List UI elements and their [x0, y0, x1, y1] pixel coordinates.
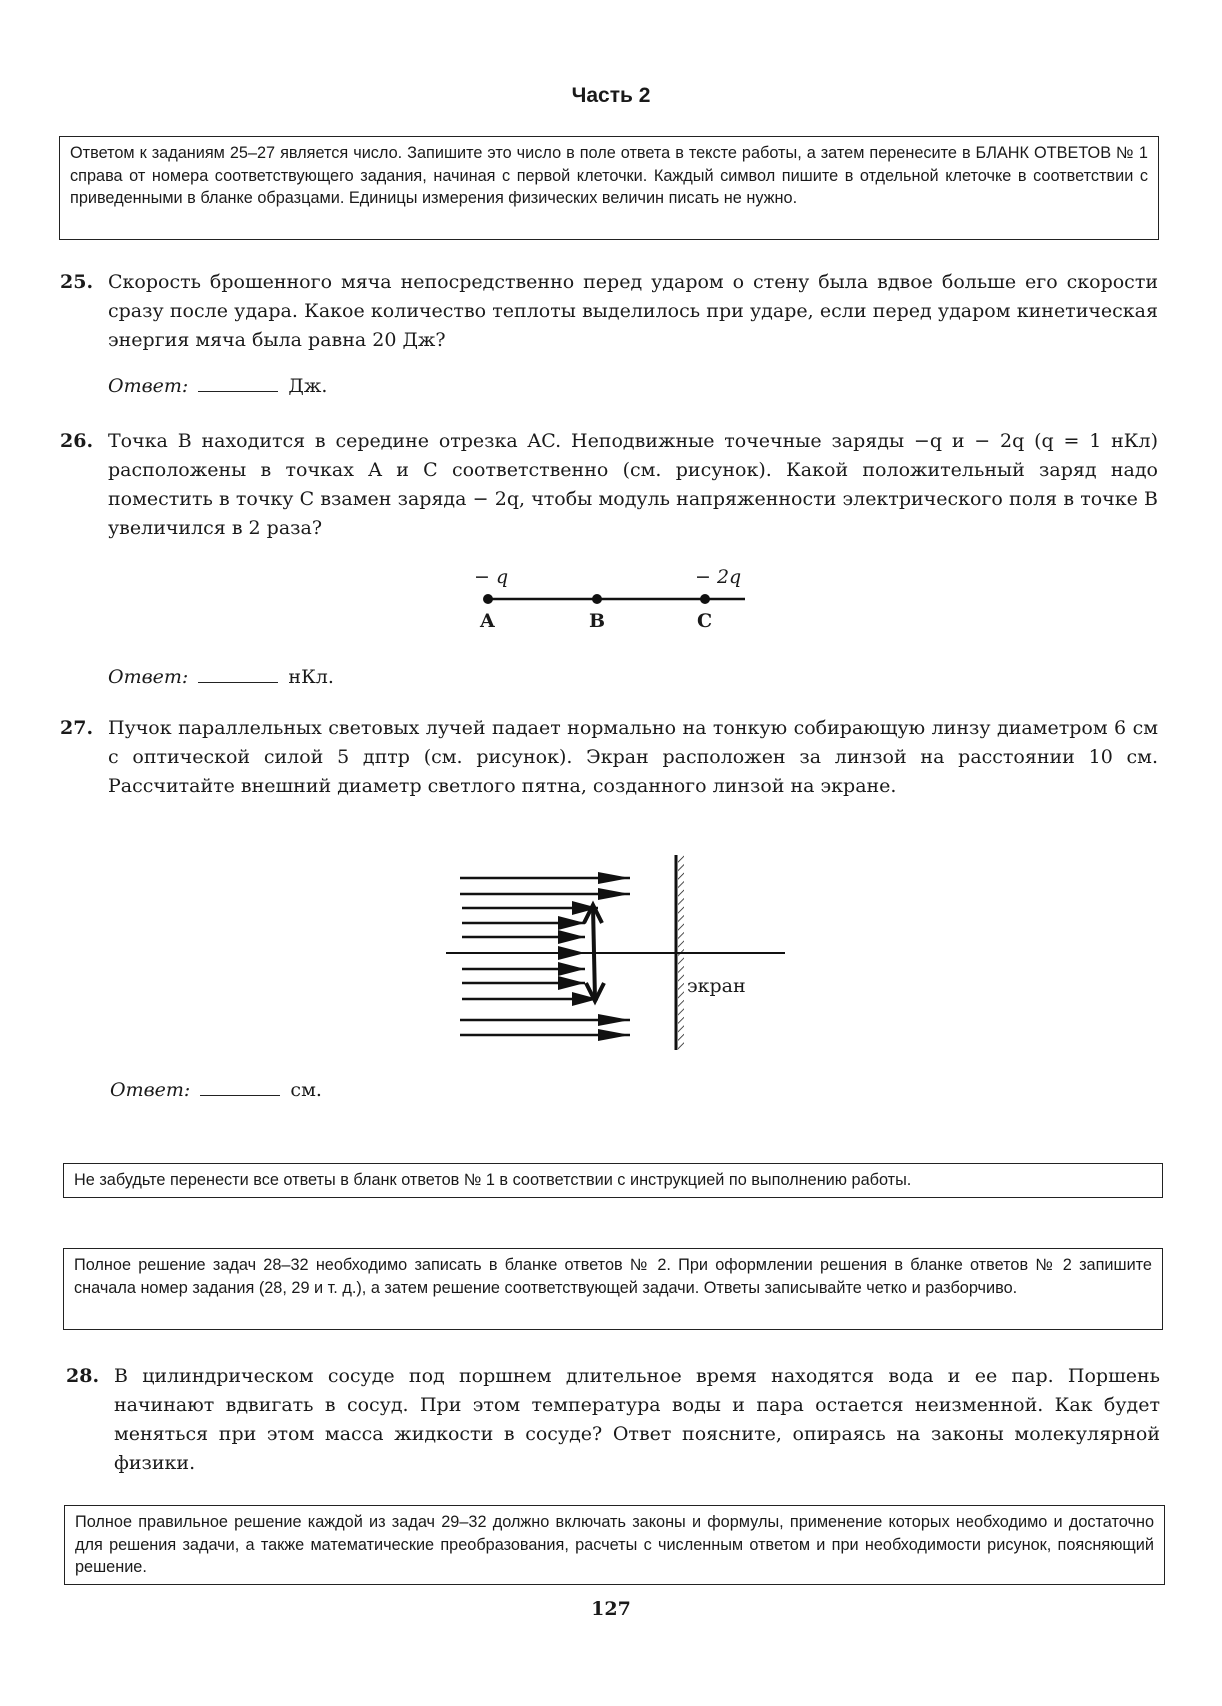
- task-27: [60, 714, 1158, 801]
- instructions-box-28-32: [63, 1248, 1163, 1330]
- charges-figure: [470, 560, 760, 640]
- answer-label: Ответ:: [110, 1079, 191, 1101]
- answer-unit: см.: [290, 1079, 322, 1101]
- answer-unit: нКл.: [288, 666, 334, 688]
- screen-label: экран: [687, 975, 746, 997]
- task-text: Скорость брошенного мяча непосредственно перед ударом о стену была вдвое больше его скорости сразу после удара. Какое количество теплоты выделилось при ударе, если перед ударом кинетическая энергия мяча была равна 20 Дж?: [108, 271, 1158, 351]
- instructions-text: Полное решение задач 28–32 необходимо записать в бланке ответов № 2. При оформлении решения в бланке ответов № 2 запишите сначала номер задания (28, 29 и т. д.), а затем решение соответствующей задачи. Ответы записывайте четко и разборчиво.: [74, 1256, 1152, 1297]
- instructions-box-29-32: [64, 1505, 1165, 1585]
- answer-25: [108, 373, 327, 397]
- lens-ray-diagram: [440, 845, 790, 1055]
- reminder-text: Не забудьте перенести все ответы в бланк ответов № 1 в соответствии с инструкцией по выполнению работы.: [74, 1171, 912, 1189]
- charge-a-label: − q: [474, 566, 509, 588]
- page-number: 127: [591, 1598, 631, 1620]
- task-25: [60, 268, 1158, 355]
- task-number: 28.: [66, 1365, 100, 1387]
- answer-26: [108, 664, 334, 688]
- task-text: В цилиндрическом сосуде под поршнем длительное время находятся вода и ее пар. Поршень начинают вдвигать в сосуд. При этом температура воды и пара остается неизменной. Как будет меняться при этом масса жидкости в сосуде? Ответ поясните, опираясь на законы молекулярной физики.: [114, 1365, 1160, 1474]
- lens-figure: [440, 845, 790, 1055]
- answer-field[interactable]: [198, 664, 278, 683]
- answer-label: Ответ:: [108, 666, 189, 688]
- instructions-box-25-27: [59, 136, 1159, 240]
- answer-field[interactable]: [198, 373, 278, 392]
- task-26: [60, 427, 1158, 543]
- point-a-label: A: [480, 610, 495, 632]
- task-number: 26.: [60, 430, 94, 452]
- answer-27: [110, 1077, 322, 1101]
- part-title: Часть 2: [571, 84, 651, 107]
- answer-label: Ответ:: [108, 375, 189, 397]
- reminder-box: [63, 1163, 1163, 1198]
- answer-unit: Дж.: [288, 375, 328, 397]
- task-text: Точка B находится в середине отрезка AC. Неподвижные точечные заряды −q и − 2q (q = 1 нКл) расположены в точках A и C соответственно (см. рисунок). Какой положительный заряд надо поместить в точку C взамен заряда − 2q, чтобы модуль напряженности электрического поля в точке B увеличился в 2 раза?: [108, 430, 1158, 539]
- charge-c-label: − 2q: [695, 566, 742, 588]
- instructions-text: Ответом к заданиям 25–27 является число. Запишите это число в поле ответа в тексте работы, а затем перенесите в БЛАНК ОТВЕТОВ № 1 справа от номера соответствующего задания, начиная с первой клеточки. Каждый символ пишите в отдельной клеточке в соответствии с приведенными в бланке образцами. Единицы измерения физических величин писать не нужно.: [70, 144, 1148, 207]
- task-number: 27.: [60, 717, 94, 739]
- instructions-text: Полное правильное решение каждой из задач 29–32 должно включать законы и формулы, применение которых необходимо и достаточно для решения задачи, а также математические преобразования, расчеты с численным ответом и при необходимости рисунок, поясняющий решение.: [75, 1513, 1154, 1576]
- point-b-label: B: [589, 610, 606, 632]
- point-c-label: C: [697, 610, 713, 632]
- task-text: Пучок параллельных световых лучей падает нормально на тонкую собирающую линзу диаметром 6 см с оптической силой 5 дптр (см. рисунок). Экран расположен за линзой на расстоянии 10 см. Рассчитайте внешний диаметр светлого пятна, созданного линзой на экране.: [108, 717, 1158, 797]
- task-28: [66, 1362, 1160, 1478]
- answer-field[interactable]: [200, 1077, 280, 1096]
- task-number: 25.: [60, 271, 94, 293]
